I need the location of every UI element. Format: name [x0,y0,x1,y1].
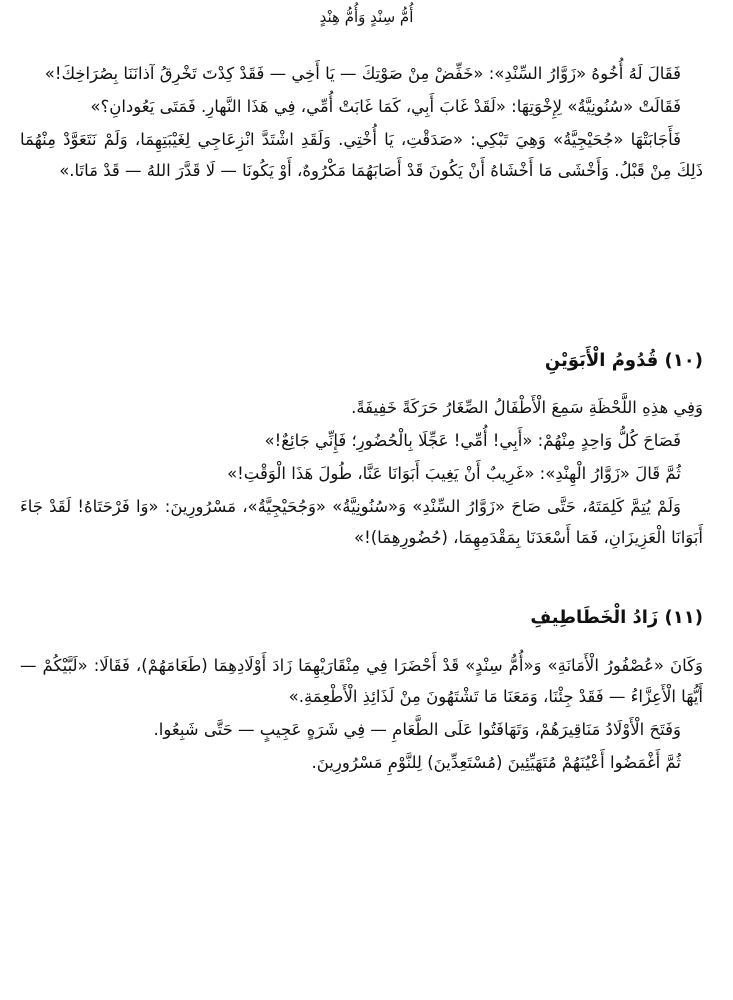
section-11-body [20,650,703,780]
section-heading-10: (١٠) قُدُومُ الْأَبَوَيْنِ [544,350,703,371]
paragraph: وَفَتَحَ الْأَوْلَادُ مَنَاقِيرَهُمْ، وَتَهَافَتُوا عَلَى الطَّعَامِ — فِي شَرَهٍ عَجِيبٍ — حَتَّى شَبِعُوا. [153,720,681,739]
paragraph: ثُمَّ قَالَ «زَوَّارُ الْهِنْدِ»: «غَرِيبٌ أَنْ يَغِيبَ أَبَوَانَا عَنَّا، طُولَ هَذَا الْوَقْتِ!» [227,464,681,483]
paragraph: فَقَالَ لَهُ أُخُوهُ «زَوَّارُ السِّنْدِ»: «خَفِّضْ مِنْ صَوْتِكَ — يَا أَخِي — فَقَدْ كِدْتَ تَخْرِقُ آذانَنَا بِصُرَاخِكَ!» [44,64,681,83]
paragraph: ثُمَّ أَغْمَضُوا أَعْيُنَهُمْ مُتَهَيِّئِينَ (مُسْتَعِدِّينَ) لِلنَّوْمِ مَسْرُورِينَ. [311,753,681,772]
section-10-body [20,392,703,555]
paragraph: وَكَانَ «عُصْفُورُ الْأَمَانَةِ» وَ«أُمُّ سِنْدٍ» قَدْ أَحْضَرَا فِي مِنْقَارَيْهِمَا زَادَ أَوْلَادِهِمَا (طَعَامَهُمْ)، فَقَالَا: «لَبَّيْكُمْ — أَيُّهَا الْأَعِزَّاءُ — فَقَدْ جِئْنَا، وَمَعَنَا مَا تَشْتَهُونَ مِنْ لَذَائِذِ الْأَطْعِمَةِ.» [20,656,703,706]
opening-passage [20,58,703,188]
section-heading-11: (١١) زَادُ الْخَطَاطِيفِ [530,607,703,628]
running-title: أُمُّ سِنْدٍ وَأُمُّ هِنْدٍ [319,8,414,26]
paragraph: وَفِي هذِهِ اللَّحْظَةِ سَمِعَ الْأَطْفَالُ الصِّغَارُ حَرَكَةً خَفِيفَةً. [351,398,703,417]
paragraph: فَصَاحَ كُلُّ وَاحِدٍ مِنْهُمْ: «أَبِي! أُمِّي! عَجِّلَا بِالْحُضُورِ؛ فَإِنِّي جَائِعٌ!» [264,431,681,450]
paragraph: فَأَجَابَتْهَا «جُحَيْجِيَّةُ» وَهِيَ تَبْكِي: «صَدَقْتِ، يَا أُخْتِي. وَلَقَدِ اشْتَدَّ انْزِعَاجِي لِغَيْبَتِهِمَا، وَلَمْ نَتَعَوَّدْ مِنْهُمَا ذَلِكَ مِنْ قَبْلُ. وَأَخْشَى مَا أَخْشَاهُ أَنْ يَكُونَ قَدْ أَصَابَهُمَا مَكْرُوهٌ، أَوْ يَكُونَا — لَا قَدَّرَ اللهُ — قَدْ مَاتَا.» [20,130,703,180]
paragraph: فَقَالَتْ «سُنُونِيَّةُ» لِإِخْوَتِهَا: «لَقَدْ غَابَ أَبِي، كَمَا غَابَتْ أُمِّي، فِي هَذَا النَّهارِ. فَمَتَى يَعُودانِ؟» [90,97,681,116]
paragraph: وَلَمْ يُتِمَّ كَلِمَتَهُ، حَتَّى صَاحَ «زَوَّارُ السِّنْدِ» وَ«سُنُونِيَّةُ» «وَجُحَيْجِيَّةُ»، مَسْرُورِينَ: «وَا فَرْحَتَاهُ! لَقَدْ جَاءَ أَبَوَانَا الْعَزِيزَانِ، فَمَا أَسْعَدَنَا بِمَقْدَمِهِمَا، (حُضُورِهِمَا)!» [20,497,703,547]
